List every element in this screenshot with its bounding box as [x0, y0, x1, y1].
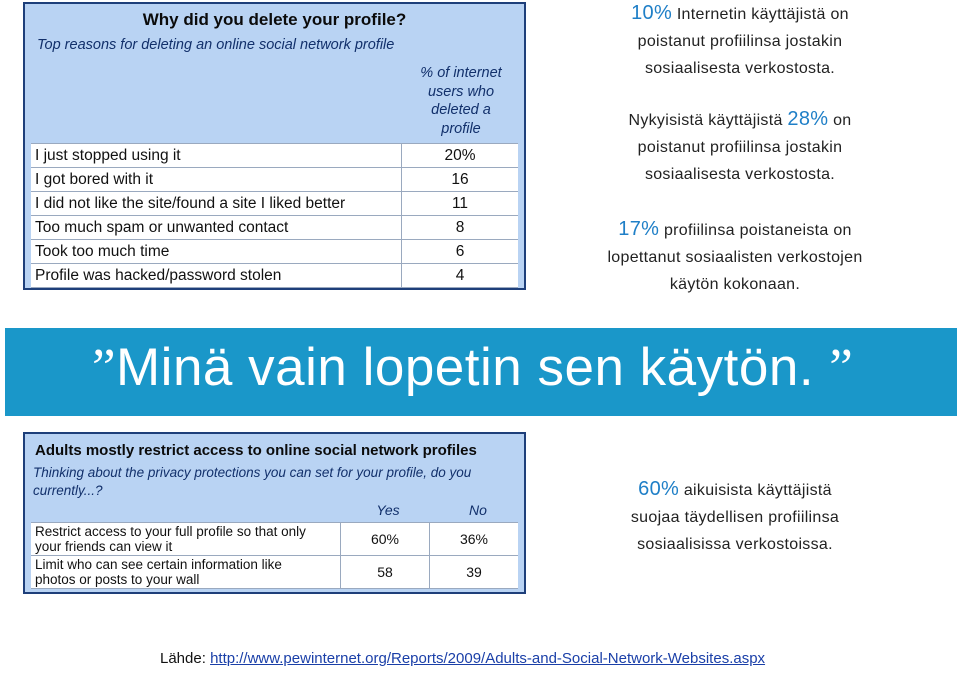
table-row — [31, 143, 518, 168]
stat-deleted-10: 10% Internetin käyttäjistä on poistanut profiilinsa jostakin sosiaalisesta verkostosta. — [631, 2, 849, 77]
row-label: Restrict access to your full profile so that only your friends can view it — [31, 523, 341, 555]
table1-column-header: % of internet users who deleted a profile — [420, 65, 502, 137]
col-no-header: No — [469, 502, 487, 518]
close-quote: ” — [829, 339, 854, 397]
row-label: Took too much time — [31, 240, 402, 263]
row-label: Profile was hacked/password stolen — [31, 264, 402, 287]
row-label: I just stopped using it — [31, 144, 402, 167]
row-value: 16 — [451, 170, 469, 188]
stat-current-28: Nykyisistä käyttäjistä 28% on poistanut profiilinsa jostakin sosiaalisesta verkostosta. — [628, 108, 852, 183]
table-row — [31, 556, 518, 589]
row-value: 8 — [455, 218, 465, 236]
row-label: Too much spam or unwanted contact — [31, 216, 402, 239]
quote-text: ”Minä vain lopetin sen käytön. ” — [92, 338, 854, 397]
row-label: I got bored with it — [31, 168, 402, 191]
deletion-reasons-table — [23, 2, 526, 290]
row-value: 4 — [455, 266, 465, 284]
source-line — [160, 650, 765, 667]
table-row — [31, 522, 518, 556]
table2-title: Adults mostly restrict access to online social network profiles — [35, 442, 477, 459]
row-label: I did not like the site/found a site I liked better — [31, 192, 402, 215]
row-value: 11 — [451, 194, 469, 212]
row-value: 6 — [455, 242, 465, 260]
stat-percent: 10% — [631, 2, 673, 24]
table2-subtitle: Thinking about the privacy protections you can set for your profile, do you currently...? — [33, 465, 472, 498]
yes-value: 58 — [341, 556, 430, 588]
no-value: 36% — [459, 531, 489, 547]
source-label: Lähde: — [160, 650, 206, 667]
table-row — [31, 168, 518, 192]
col-yes-header: Yes — [376, 502, 400, 518]
yes-value: 60% — [341, 523, 430, 555]
table-row — [31, 216, 518, 240]
row-label: Limit who can see certain information like photos or posts to your wall — [31, 556, 341, 588]
no-value: 39 — [466, 564, 482, 580]
stat-quit-17: 17% profiilinsa poistaneista on lopettanut sosiaalisten verkostojen käytön kokonaan. — [607, 218, 863, 293]
table-row — [31, 264, 518, 288]
source-link[interactable]: http://www.pewinternet.org/Reports/2009/Adults-and-Social-Network-Websites.aspx — [210, 650, 766, 667]
table-row — [31, 240, 518, 264]
privacy-restriction-table — [23, 432, 526, 594]
table1-subtitle: Top reasons for deleting an online social network profile — [37, 37, 395, 53]
open-quote: ” — [92, 339, 117, 397]
stat-percent: 60% — [638, 478, 680, 500]
row-value: 20% — [444, 146, 476, 164]
stat-restrict-60: 60% aikuisista käyttäjistä suojaa täydellisen profiilinsa sosiaalisissa verkostoissa. — [630, 478, 840, 553]
stat-percent: 28% — [787, 108, 829, 130]
table1-title: Why did you delete your profile? — [142, 10, 407, 29]
table-row — [31, 192, 518, 216]
stat-percent: 17% — [618, 218, 660, 240]
